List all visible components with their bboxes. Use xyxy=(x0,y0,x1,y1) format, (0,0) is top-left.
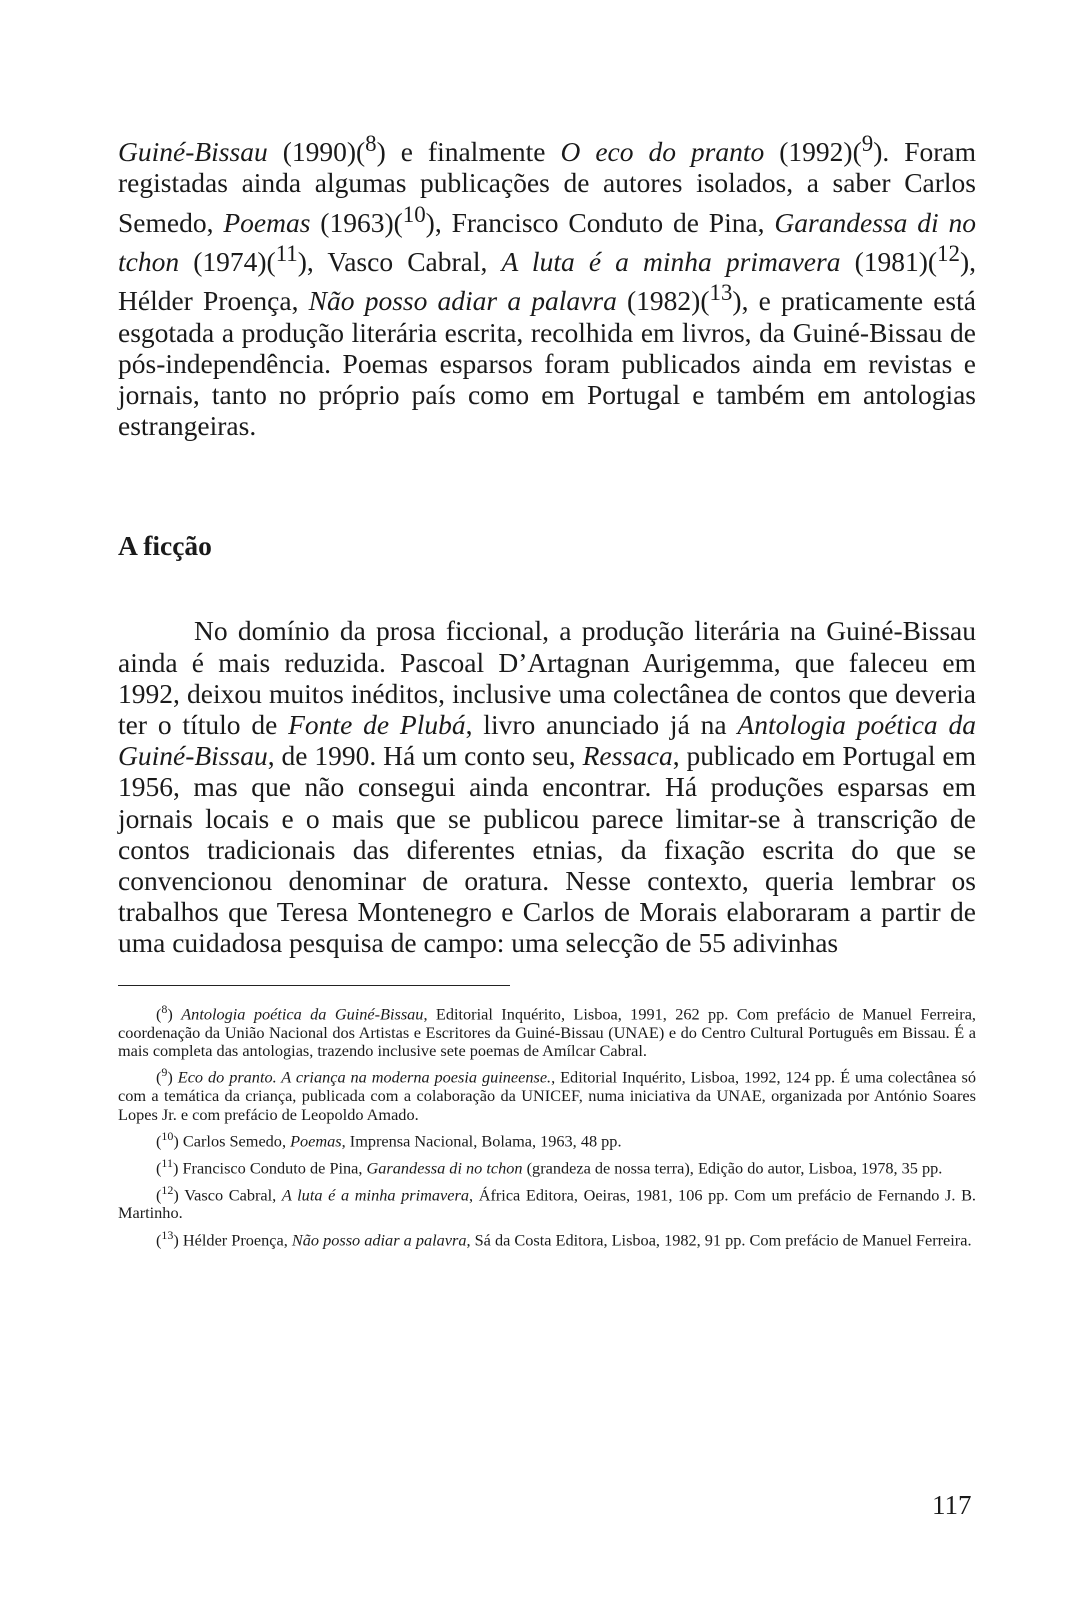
footnote-number: 11 xyxy=(161,1155,173,1170)
book-title: Poemas xyxy=(223,206,311,238)
footnote-ref: 9 xyxy=(861,131,874,156)
footnote-ref: 8 xyxy=(365,131,377,156)
footnote-author: Carlos Semedo, xyxy=(182,1131,291,1151)
footnote-title: Poemas xyxy=(290,1131,342,1151)
section-paragraph xyxy=(118,615,976,958)
text-run: ). Foram registadas ainda algumas publicações de autores isolados, a saber Carlos Semedo, xyxy=(118,136,976,238)
footnote-title: A luta é a minha primavera xyxy=(281,1185,469,1205)
footnote-number: 13 xyxy=(161,1227,174,1242)
footnote-author: Francisco Conduto de Pina, xyxy=(182,1158,367,1178)
footnote-ref: 11 xyxy=(275,240,298,266)
page-content xyxy=(118,128,976,1253)
footnote-11: ($^{11}$) Francisco Conduto de Pina, Garandessa di no tchon (grandeza de nossa terra), Edição do autor, Lisboa, 1978, 35 pp. xyxy=(156,1155,943,1178)
text-run: (1963)( xyxy=(310,206,403,238)
footnote-text: , África Editora, Oeiras, 1981, 106 pp. Com um prefácio de Fernando J. B. Martinho. xyxy=(118,1185,977,1223)
footnote-10: ($^{10}$) Carlos Semedo, Poemas, Imprensa Nacional, Bolama, 1963, 48 pp. xyxy=(156,1128,622,1151)
footnote-author: Hélder Proença, xyxy=(182,1230,292,1250)
footnote-number: 10 xyxy=(161,1128,174,1143)
intro-paragraph xyxy=(118,128,976,441)
book-title: Não posso adiar a palavra xyxy=(308,285,617,317)
footnote-13: ($^{13}$) Hélder Proença, Não posso adiar a palavra, Sá da Costa Editora, Lisboa, 1982, 91 pp. Com prefácio de Manuel Ferreira. xyxy=(156,1227,972,1250)
footnotes xyxy=(118,1000,976,1250)
text-run: , publicado em Portugal em 1956, mas que não consegui ainda encontrar. Há produções esparsas em jornais locais e o mais que se publicou parece limitar-se à transcrição de contos tradicionais das diferentes etnias, da fixação escrita do que se convencionou denominar de oratura. Nesse contexto, queria lembrar os trabalhos que Teresa Montenegro e Carlos de Morais elaboraram a partir de uma cuidadosa pesquisa de campo: uma selecção de 55 adivinhas xyxy=(118,740,977,959)
footnote-text: , Editorial Inquérito, Lisboa, 1991, 262 pp. Com prefácio de Manuel Ferreira, coordenação da União Nacional dos Artistas e Escritores da Guiné-Bissau (UNAE) e do Centro Cultural Português em Bissau. É a mais completa das antologias, trazendo inclusive sete poemas de Amílcar Cabral. xyxy=(118,1004,976,1060)
footnote-number: 9 xyxy=(161,1065,168,1080)
footnote-number: 12 xyxy=(161,1182,174,1197)
section-heading: A ficção xyxy=(118,530,212,562)
page-number: 117 xyxy=(932,1490,972,1520)
text-run: No domínio da prosa ficcional, a produção literária na Guiné-Bissau ainda é mais reduzida. Pascoal D’Artagnan Aurigemma, que faleceu em 1992, deixou muitos inéditos, inclusive uma colectânea de contos que deveria ter o título de xyxy=(118,615,976,741)
text-run: (1974)( xyxy=(179,246,276,278)
footnote-text: , Imprensa Nacional, Bolama, 1963, 48 pp. xyxy=(341,1131,622,1151)
footnote-title: Eco do pranto. A criança na moderna poesia guineense. xyxy=(177,1067,552,1087)
footnote-ref: 10 xyxy=(402,201,426,227)
footnote-8: ($^8$) Antologia poética da Guiné-Bissau, Editorial Inquérito, Lisboa, 1991, 262 pp. Com prefácio de Manuel Ferreira, coordenação da União Nacional dos Artistas e Escritores da Guiné-Bissau (UNAE) e do Centro Cultural Português em Bissau. É a mais completa das antologias, trazendo inclusive sete poemas de Amílcar Cabral. xyxy=(118,1001,976,1060)
text-run: , livro anunciado já na xyxy=(465,709,738,741)
book-title: Guiné-Bissau xyxy=(118,136,268,168)
footnote-9: ($^9$) Eco do pranto. A criança na moderna poesia guineense., Editorial Inquérito, Lisboa, 1992, 124 pp. É uma colectânea só com a temática da criança, publicada com a colaboração da UNICEF, numa iniciativa da UNAE, organizada por António Soares Lopes Jr. e com prefácio de Leopoldo Amado. xyxy=(118,1065,976,1124)
text-run: ) e finalmente xyxy=(376,136,561,168)
footnote-title: Antologia poética da Guiné-Bissau xyxy=(181,1004,424,1024)
footnote-text: , Sá da Costa Editora, Lisboa, 1982, 91 pp. Com prefácio de Manuel Ferreira. xyxy=(466,1230,972,1250)
footnote-number: 8 xyxy=(161,1001,168,1016)
footnote-text: (grandeza de nossa terra), Edição do autor, Lisboa, 1978, 35 pp. xyxy=(522,1158,943,1178)
text-run: , de 1990. Há um conto seu, xyxy=(267,740,583,772)
footnote-divider xyxy=(118,985,510,986)
footnote-ref: 13 xyxy=(709,280,733,306)
book-title: Fonte de Plubá xyxy=(288,709,466,741)
text-run: (1992)( xyxy=(764,136,862,168)
footnote-author: Vasco Cabral, xyxy=(184,1185,282,1205)
book-title: Ressaca xyxy=(582,740,673,772)
book-title: O eco do pranto xyxy=(560,136,765,168)
footnote-ref: 12 xyxy=(937,240,960,266)
text-run: ), e praticamente está esgotada a produção literária escrita, recolhida em livros, da Guiné-Bissau de pós-independência. Poemas esparsos foram publicados ainda em revistas e jornais, tanto no próprio país como em Portugal e também em antologias estrangeiras. xyxy=(118,285,976,442)
text-run: (1981)( xyxy=(840,246,938,278)
text-run: (1982)( xyxy=(616,285,710,317)
book-title: Antologia poética da Guiné-Bissau xyxy=(118,709,976,772)
footnote-title: Garandessa di no tchon xyxy=(366,1158,523,1178)
footnote-12: ($^{12}$) Vasco Cabral, A luta é a minha primavera, África Editora, Oeiras, 1981, 106 pp. Com um prefácio de Fernando J. B. Martinho. xyxy=(118,1182,977,1223)
text-run: (1990)( xyxy=(267,136,366,168)
text-run: ), Hélder Proença, xyxy=(118,246,976,317)
book-title: Garandessa di no tchon xyxy=(118,206,976,278)
footnote-title: Não posso adiar a palavra xyxy=(291,1230,467,1250)
footnote-text: , Editorial Inquérito, Lisboa, 1992, 124 pp. É uma colectânea só com a temática da criança, publicada com a colaboração da UNICEF, numa iniciativa da UNAE, organizada por António Soares Lopes Jr. e com prefácio de Leopoldo Amado. xyxy=(118,1067,976,1124)
text-run: ), Vasco Cabral, xyxy=(297,246,502,278)
text-run: ), Francisco Conduto de Pina, xyxy=(425,206,775,238)
book-title: A luta é a minha primavera xyxy=(501,246,841,278)
